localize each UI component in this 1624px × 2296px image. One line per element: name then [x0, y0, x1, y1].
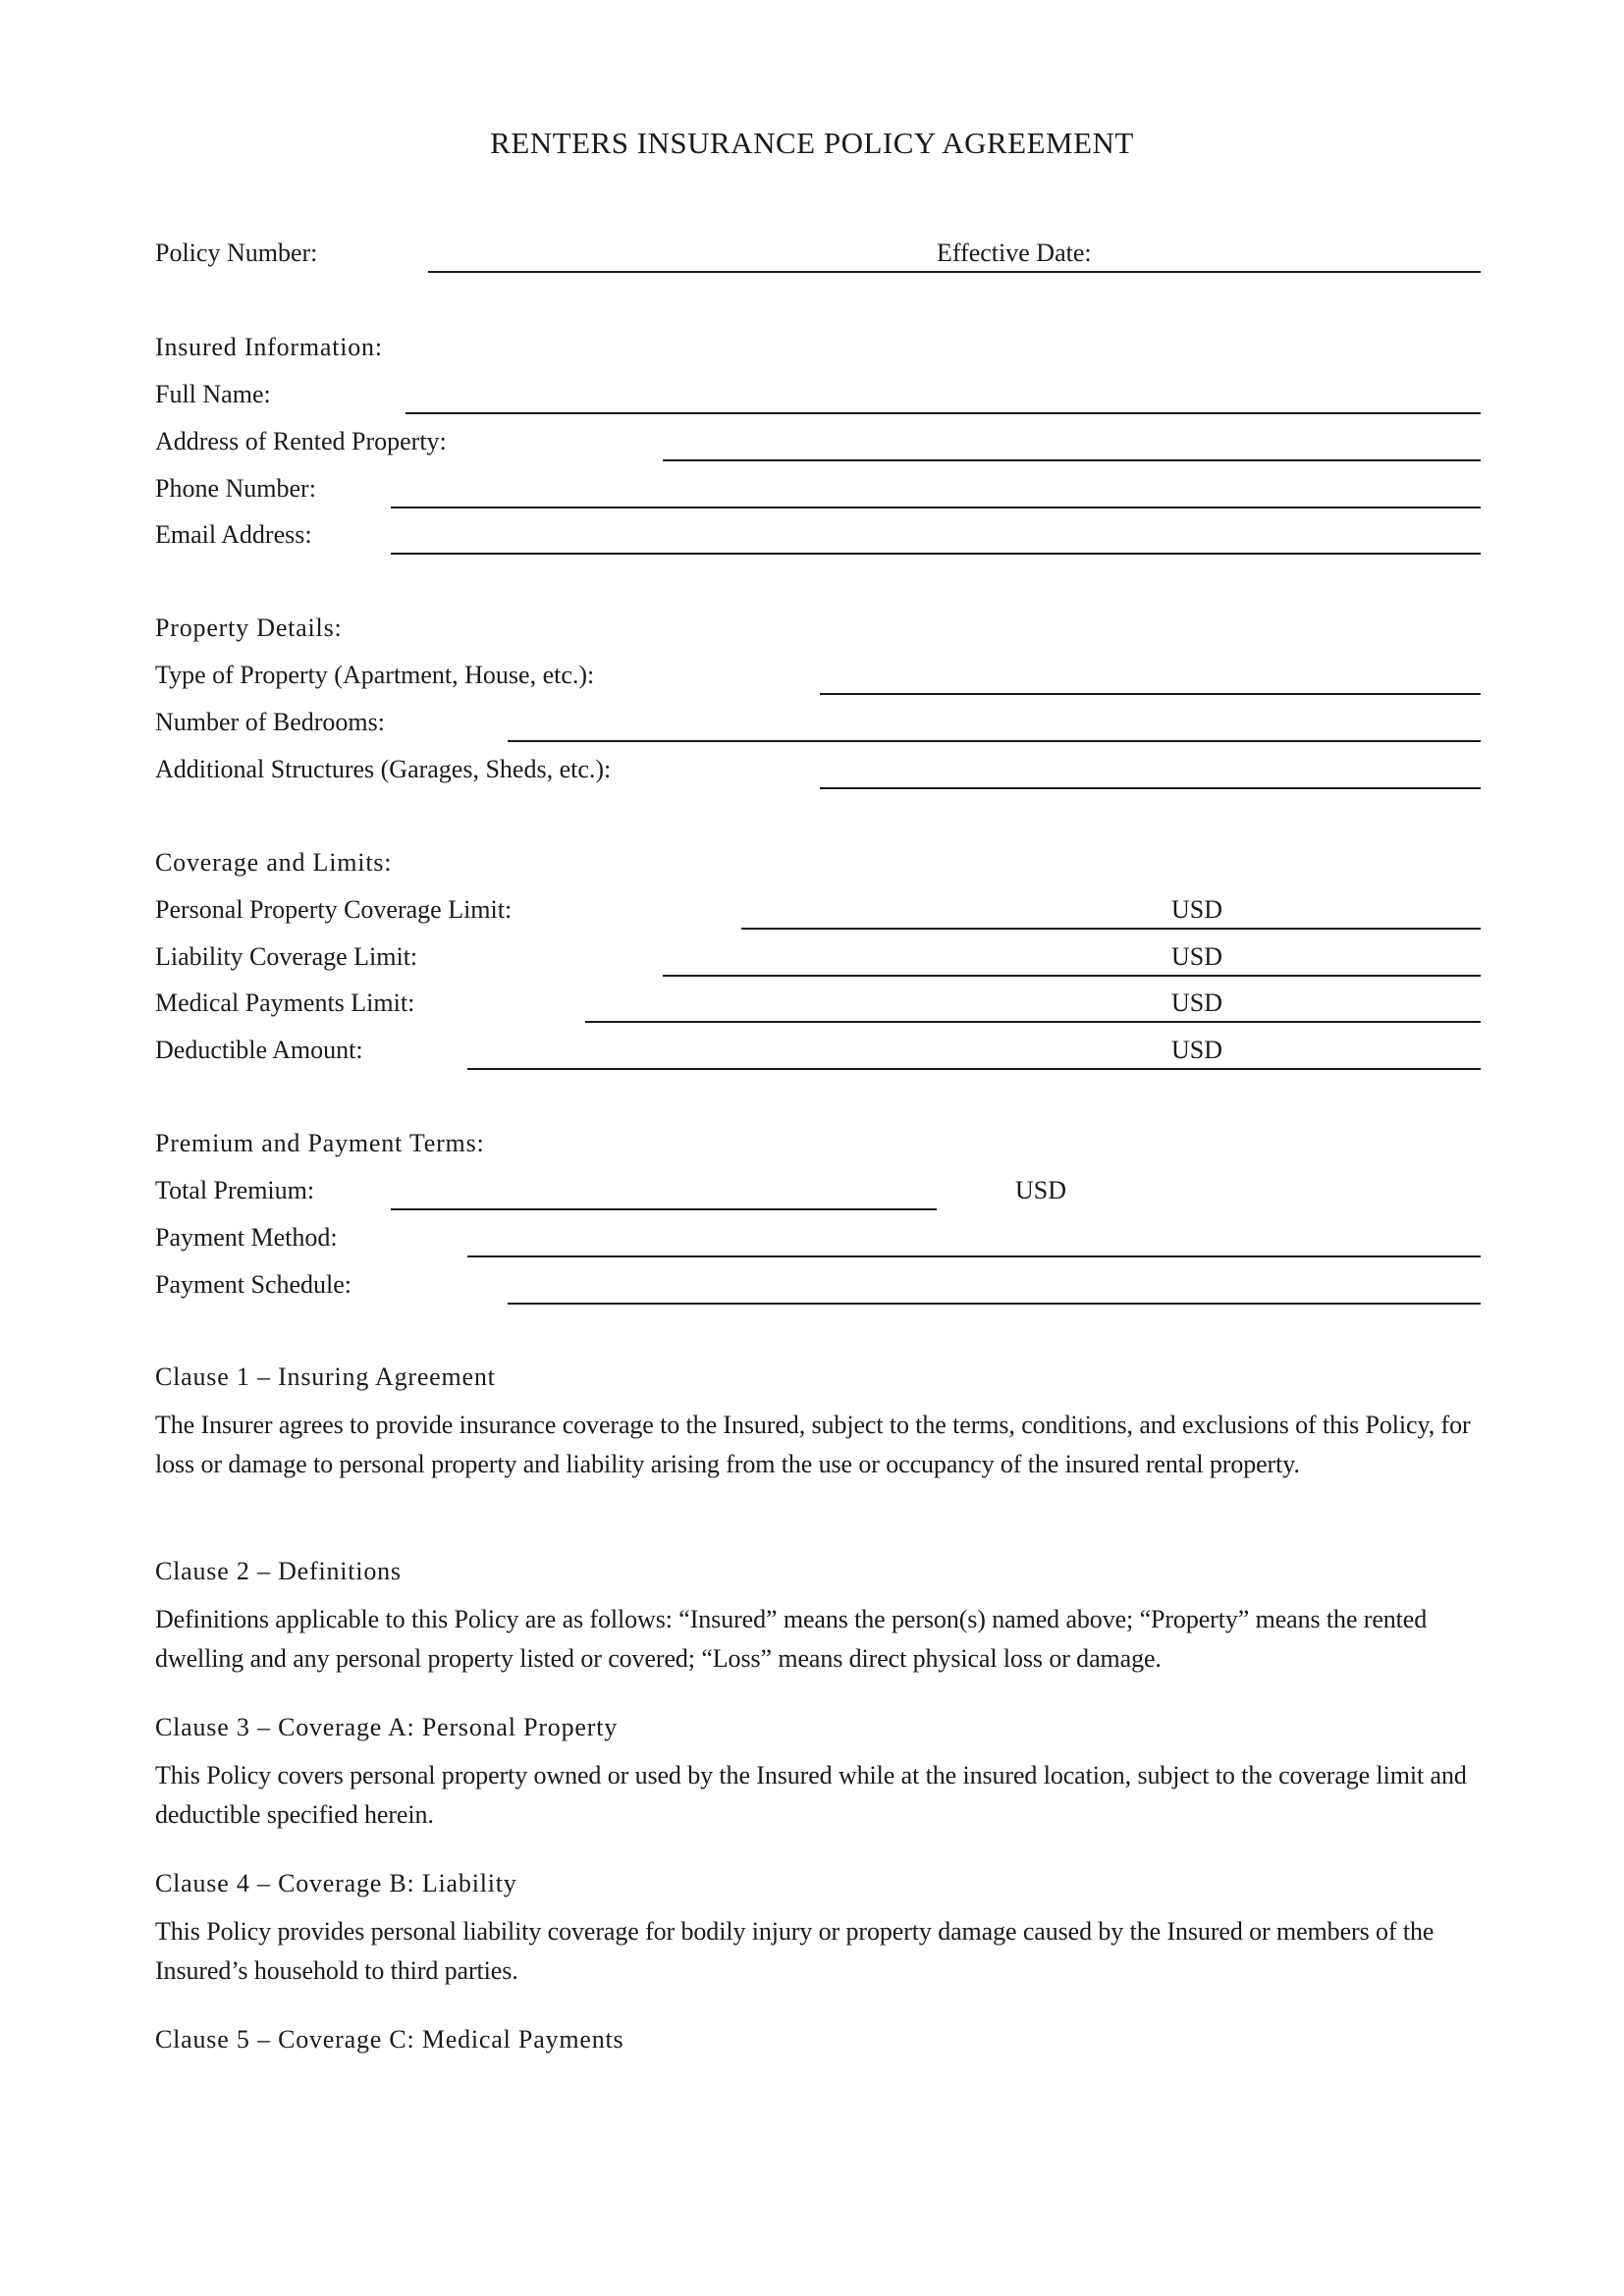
address-label: Address of Rented Property:	[155, 427, 447, 455]
phone-number-label: Phone Number:	[155, 474, 316, 503]
clause-2-heading: Clause 2 – Definitions	[155, 1557, 402, 1585]
additional-structures-line[interactable]	[820, 787, 1481, 789]
total-premium-line[interactable]	[391, 1208, 937, 1210]
liability-currency: USD	[1171, 942, 1223, 971]
property-type-label: Type of Property (Apartment, House, etc.):	[155, 661, 595, 689]
liability-limit-label: Liability Coverage Limit:	[155, 942, 418, 971]
clause-1-heading: Clause 1 – Insuring Agreement	[155, 1362, 496, 1391]
personal-property-currency: USD	[1171, 895, 1223, 924]
clause-3-heading: Clause 3 – Coverage A: Personal Property	[155, 1713, 619, 1741]
clause-3-text: This Policy covers personal property owned or used by the Insured while at the insured location, subject to the coverage limit and deductible specified herein.	[155, 1761, 1467, 1829]
effective-date-label: Effective Date:	[937, 239, 1092, 267]
liability-limit-line[interactable]	[663, 975, 1481, 977]
clause-4-heading: Clause 4 – Coverage B: Liability	[155, 1869, 517, 1897]
clause-1-text: The Insurer agrees to provide insurance coverage to the Insured, subject to the terms, conditions, and exclusions of this Policy, for loss or damage to personal property and liability arising from the use or occupancy of the insured rental property.	[155, 1411, 1471, 1478]
deductible-amount-line[interactable]	[467, 1068, 1481, 1070]
full-name-line[interactable]	[406, 412, 1481, 414]
additional-structures-label: Additional Structures (Garages, Sheds, etc.):	[155, 755, 612, 783]
clause-4-text: This Policy provides personal liability coverage for bodily injury or property damage caused by the Insured or members of the Insured’s household to third parties.	[155, 1917, 1435, 1985]
clause-5-heading: Clause 5 – Coverage C: Medical Payments	[155, 2025, 624, 2054]
email-address-line[interactable]	[391, 553, 1481, 555]
address-line[interactable]	[663, 459, 1481, 461]
phone-number-line[interactable]	[391, 507, 1481, 508]
property-type-line[interactable]	[820, 693, 1481, 695]
payment-schedule-line[interactable]	[508, 1303, 1481, 1305]
bedrooms-line[interactable]	[508, 740, 1481, 742]
coverage-limits-heading: Coverage and Limits:	[155, 848, 393, 877]
insured-information-heading: Insured Information:	[155, 333, 383, 361]
medical-payments-limit-label: Medical Payments Limit:	[155, 988, 415, 1017]
premium-terms-heading: Premium and Payment Terms:	[155, 1129, 485, 1157]
medical-payments-limit-line[interactable]	[585, 1021, 1481, 1023]
payment-method-label: Payment Method:	[155, 1223, 338, 1252]
policy-number-label: Policy Number:	[155, 239, 318, 267]
personal-property-limit-label: Personal Property Coverage Limit:	[155, 895, 513, 924]
deductible-currency: USD	[1171, 1036, 1223, 1064]
payment-schedule-label: Payment Schedule:	[155, 1270, 352, 1299]
payment-method-line[interactable]	[467, 1255, 1481, 1257]
full-name-label: Full Name:	[155, 380, 271, 408]
bedrooms-label: Number of Bedrooms:	[155, 708, 385, 736]
total-premium-currency: USD	[1015, 1176, 1067, 1204]
total-premium-label: Total Premium:	[155, 1176, 315, 1204]
policy-number-line[interactable]	[428, 271, 1481, 273]
clause-2-text: Definitions applicable to this Policy are as follows: “Insured” means the person(s) named above; “Property” means the rented dwelling and any personal property listed or covered; “Loss” means direct physical loss or damage.	[155, 1605, 1428, 1673]
personal-property-limit-line[interactable]	[741, 928, 1481, 930]
deductible-amount-label: Deductible Amount:	[155, 1036, 363, 1064]
email-address-label: Email Address:	[155, 520, 312, 549]
medical-payments-currency: USD	[1171, 988, 1223, 1017]
property-details-heading: Property Details:	[155, 614, 343, 642]
document-title: RENTERS INSURANCE POLICY AGREEMENT	[490, 126, 1134, 160]
